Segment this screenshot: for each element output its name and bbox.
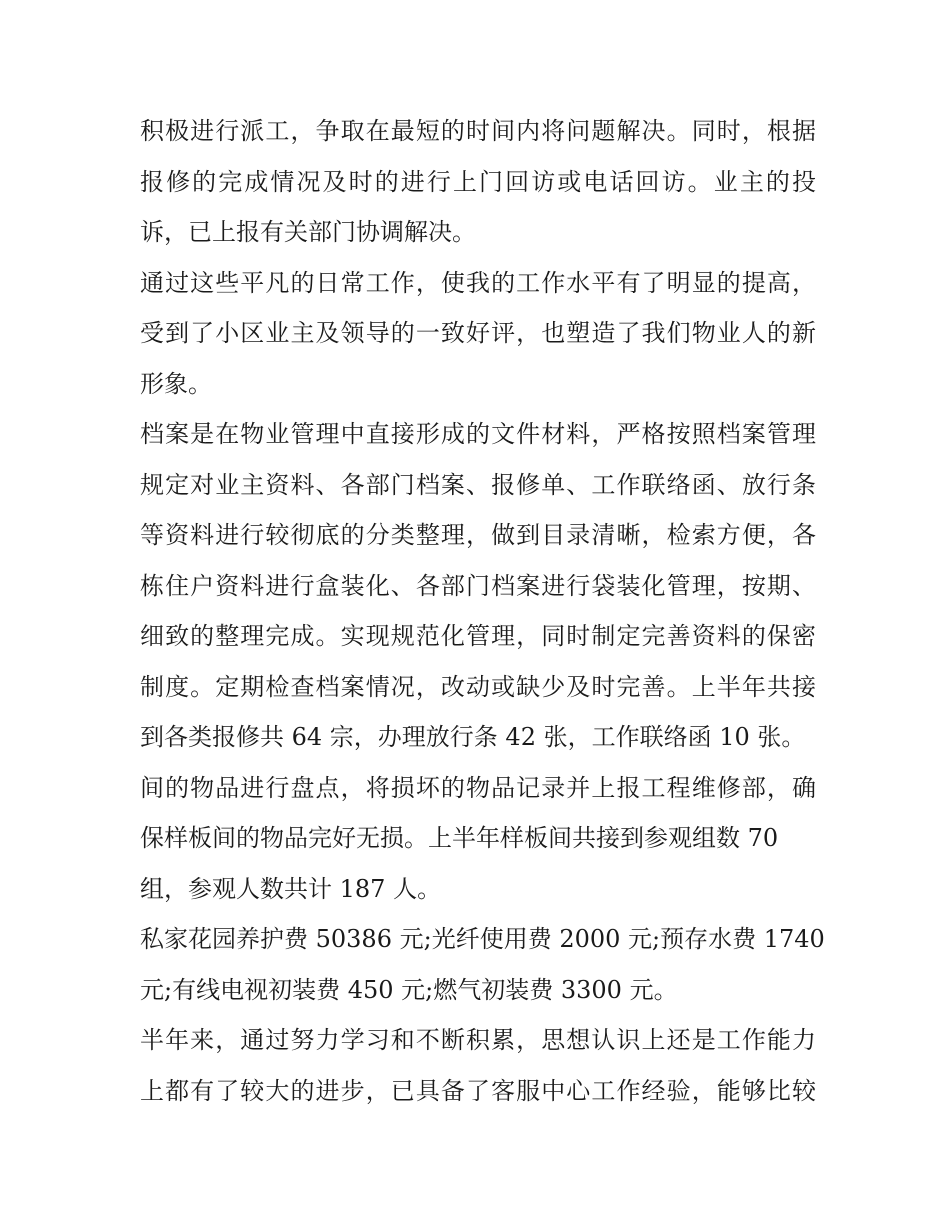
text-line: 规定对业主资料、各部门档案、报修单、工作联络函、放行条 [140, 470, 816, 499]
text-line: 报修的完成情况及时的进行上门回访或电话回访。业主的投 [140, 167, 816, 196]
paragraph-fees [140, 914, 825, 1015]
text-line: 上都有了较大的进步，已具备了客服中心工作经验，能够比较 [140, 1076, 816, 1105]
text-line: 等资料进行较彻底的分类整理，做到目录清晰，检索方便，各 [140, 521, 816, 549]
text-line: 保样板间的物品完好无损。上半年样板间共接到参观组数 70 [140, 824, 779, 852]
text-line: 积极进行派工，争取在最短的时间内将问题解决。同时，根据 [140, 117, 816, 145]
text-line: 到各类报修共 64 宗，办理放行条 42 张，工作联络函 10 张。 [140, 723, 806, 751]
text-line: 制度。定期检查档案情况，改动或缺少及时完善。上半年共接 [140, 672, 816, 701]
text-line: 元;有线电视初装费 450 元;燃气初装费 3300 元。 [140, 975, 678, 1004]
paragraph-half-year-summary [140, 1015, 816, 1116]
text-line: 半年来，通过努力学习和不断积累，思想认识上还是工作能力 [140, 1026, 816, 1054]
text-line: 细致的整理完成。实现规范化管理，同时制定完善资料的保密 [140, 622, 816, 650]
text-line: 形象。 [140, 369, 212, 398]
text-line: 档案是在物业管理中直接形成的文件材料，严格按照档案管理 [140, 420, 816, 448]
text-line: 组，参观人数共计 187 人。 [140, 874, 442, 903]
text-line: 间的物品进行盘点，将损坏的物品记录并上报工程维修部，确 [140, 773, 816, 802]
text-line: 受到了小区业主及领导的一致好评，也塑造了我们物业人的新 [140, 319, 816, 347]
paragraph-repair-followup [140, 106, 816, 258]
text-line: 栋住户资料进行盒装化、各部门档案进行袋装化管理，按期、 [140, 571, 816, 600]
document-body [140, 106, 825, 1116]
text-line: 通过这些平凡的日常工作，使我的工作水平有了明显的提高， [140, 268, 816, 297]
text-line: 诉，已上报有关部门协调解决。 [140, 218, 476, 246]
paragraph-archive-management [140, 409, 816, 763]
text-line: 私家花园养护费 50386 元;光纤使用费 2000 元;预存水费 1740 [140, 925, 825, 953]
paragraph-work-improvement [140, 258, 816, 410]
paragraph-sample-room [140, 763, 816, 915]
